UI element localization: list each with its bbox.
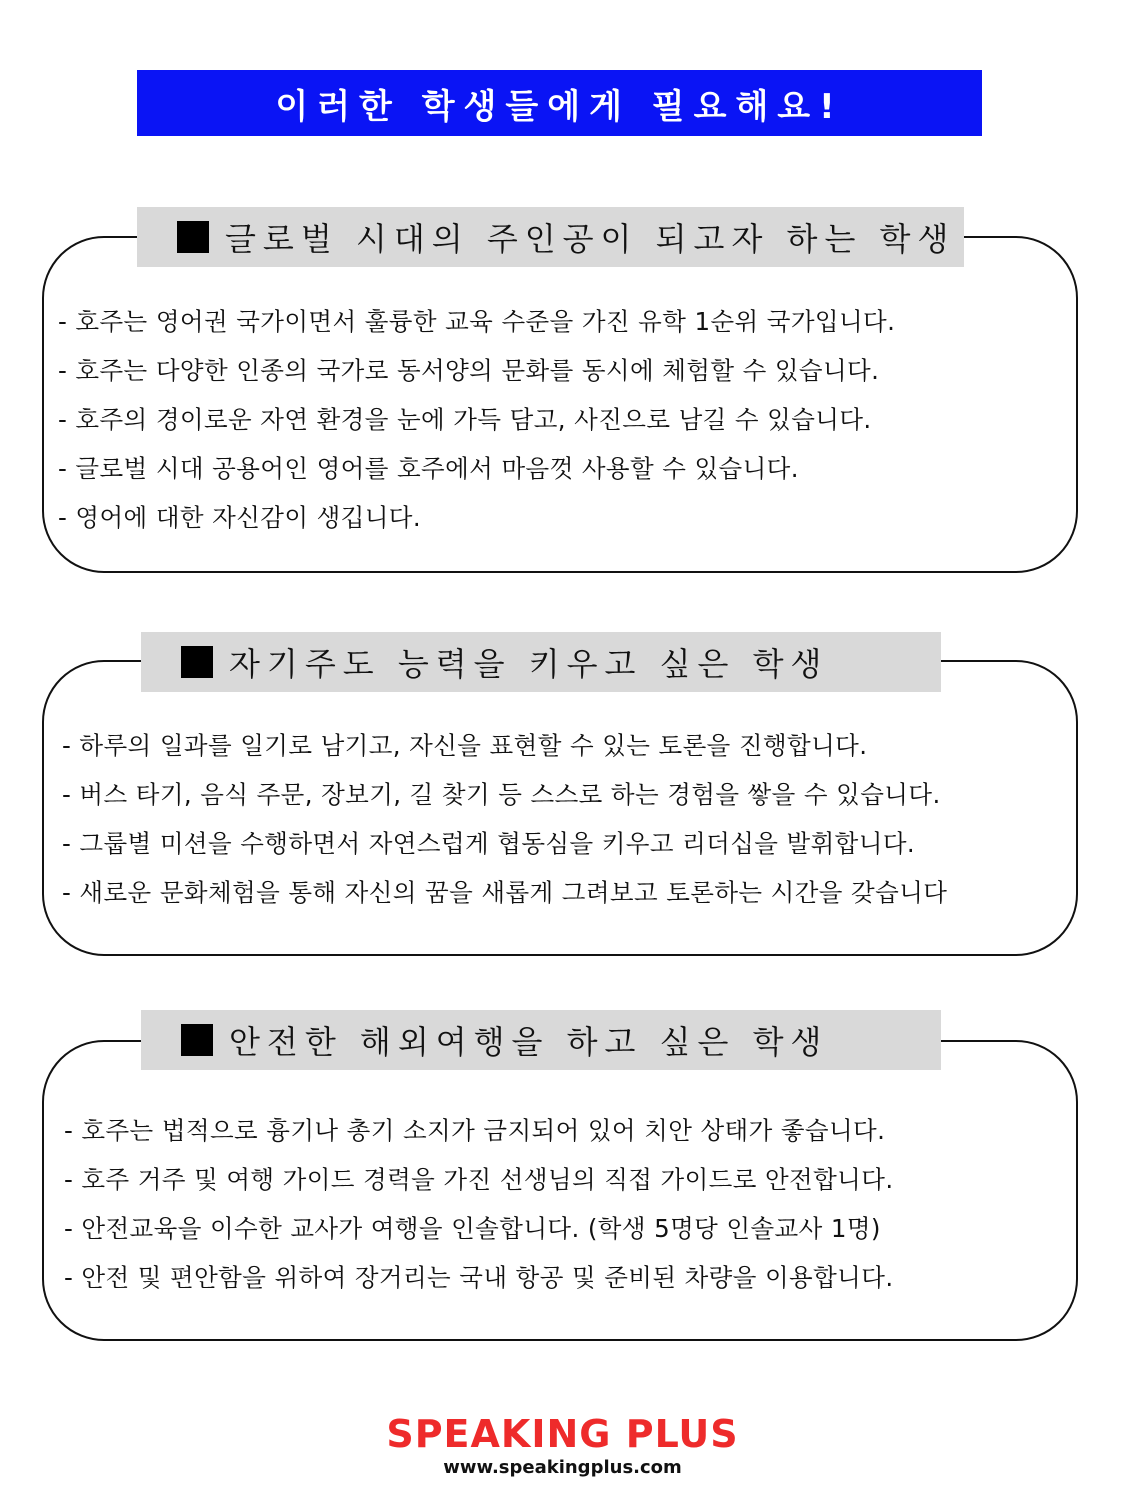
list-item: - 호주는 법적으로 흉기나 총기 소지가 금지되어 있어 치안 상태가 좋습니다. xyxy=(64,1116,886,1145)
section-selfdirected-list xyxy=(62,721,947,917)
list-item: - 호주는 다양한 인종의 국가로 동서양의 문화를 동시에 체험할 수 있습니다. xyxy=(58,356,880,385)
list-item: - 하루의 일과를 일기로 남기고, 자신을 표현할 수 있는 토론을 진행합니다. xyxy=(62,731,868,760)
list-item: - 안전교육을 이수한 교사가 여행을 인솔합니다. (학생 5명당 인솔교사 1명) xyxy=(64,1214,881,1243)
list-item: - 그룹별 미션을 수행하면서 자연스럽게 협동심을 키우고 리더십을 발휘합니다. xyxy=(62,829,916,858)
brand-url[interactable]: www.speakingplus.com xyxy=(443,1457,682,1478)
list-item: - 글로벌 시대 공용어인 영어를 호주에서 마음껏 사용할 수 있습니다. xyxy=(58,454,799,483)
square-bullet-icon xyxy=(181,1024,213,1056)
list-item: - 버스 타기, 음식 주문, 장보기, 길 찾기 등 스스로 하는 경험을 쌓을 수 있습니다. xyxy=(62,780,941,809)
section-global-header xyxy=(137,207,964,267)
page-title: 이러한 학생들에게 필요해요! xyxy=(275,86,844,127)
list-item: - 안전 및 편안함을 위하여 장거리는 국내 항공 및 준비된 차량을 이용합니다. xyxy=(64,1263,894,1292)
section-title: 안전한 해외여행을 하고 싶은 학생 xyxy=(229,1023,829,1061)
list-item: - 호주 거주 및 여행 가이드 경력을 가진 선생님의 직접 가이드로 안전합니다. xyxy=(64,1165,894,1194)
list-item: - 새로운 문화체험을 통해 자신의 꿈을 새롭게 그려보고 토론하는 시간을 갖습니다 xyxy=(62,878,948,907)
section-safety-header xyxy=(141,1010,941,1070)
section-safety-list xyxy=(64,1106,894,1302)
section-title: 글로벌 시대의 주인공이 되고자 하는 학생 xyxy=(225,220,956,258)
page-banner xyxy=(137,70,982,136)
brand-logo xyxy=(0,1412,1125,1480)
brand-name: SPEAKING PLUS xyxy=(386,1412,739,1456)
list-item: - 호주의 경이로운 자연 환경을 눈에 가득 담고, 사진으로 남길 수 있습니다. xyxy=(58,405,872,434)
list-item: - 영어에 대한 자신감이 생깁니다. xyxy=(58,503,422,532)
list-item: - 호주는 영어권 국가이면서 훌륭한 교육 수준을 가진 유학 1순위 국가입니다. xyxy=(58,307,896,336)
section-title: 자기주도 능력을 키우고 싶은 학생 xyxy=(229,645,829,683)
section-global-list xyxy=(58,297,895,542)
square-bullet-icon xyxy=(177,221,209,253)
section-selfdirected-header xyxy=(141,632,941,692)
square-bullet-icon xyxy=(181,646,213,678)
